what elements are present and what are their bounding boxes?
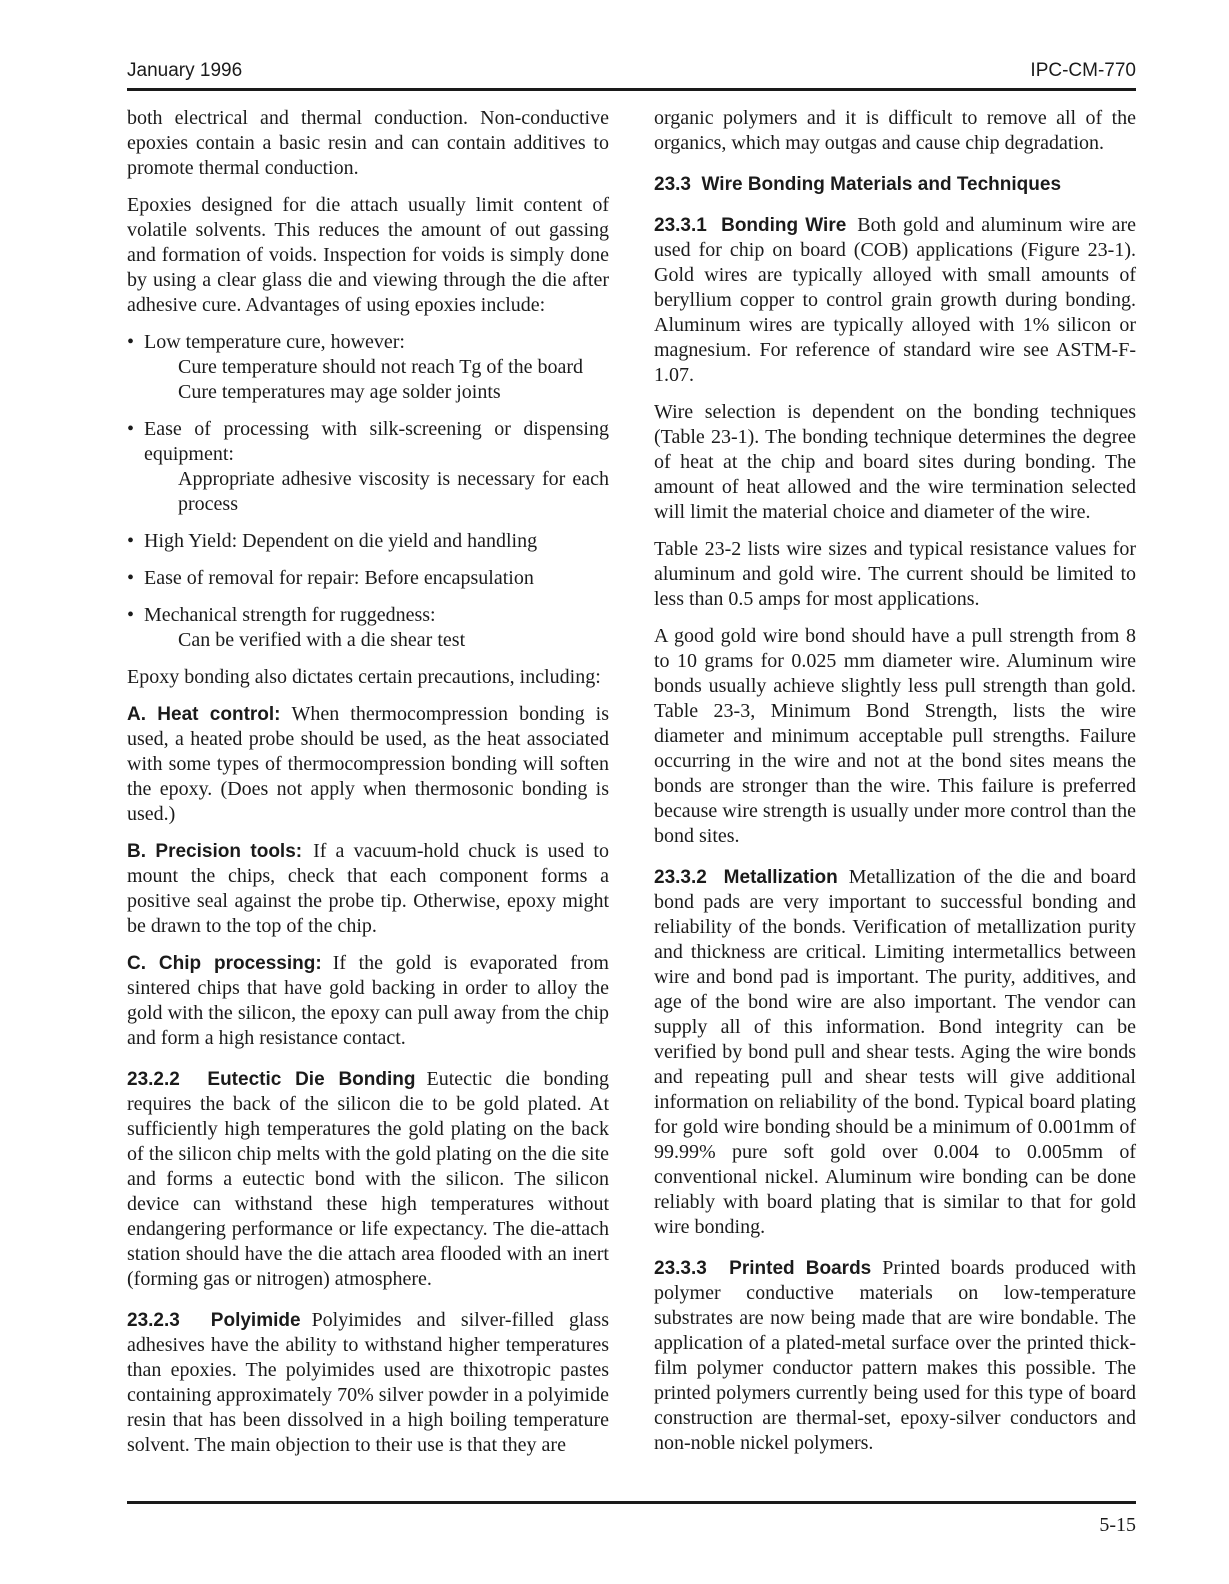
header-date: January 1996 bbox=[127, 60, 243, 81]
paragraph-wire-selection: Wire selection is dependent on the bonding techniques (Table 23-1). The bonding technique determines the degree of heat at the chip and board sites during bonding. The amount of heat allowed and the wire termination selected will limit the material choice and diameter of the wire. bbox=[654, 401, 1136, 523]
bullet-glyph: • bbox=[127, 530, 135, 552]
bullet-glyph: • bbox=[127, 331, 135, 353]
paragraph-epoxy-precautions: Epoxy bonding also dictates certain precautions, including: bbox=[127, 666, 601, 688]
paragraph-organic-polymers: organic polymers and it is difficult to remove all of the organics, which may outgas and cause chip degradation. bbox=[654, 107, 1136, 154]
bullet-body bbox=[144, 603, 609, 653]
section-23-3-1-bonding-wire bbox=[654, 213, 1136, 388]
page-footer bbox=[127, 1501, 1136, 1538]
bullet-text: High Yield: Dependent on die yield and handling bbox=[144, 530, 538, 552]
precaution-b-precision-tools-label: B. Precision tools: bbox=[127, 841, 303, 862]
section-23-3-2-metallization-body: Metallization of the die and board bond pads are very important to successful bonding and reliability of the bonds. Verification of metallization purity and thickness are critical. Limiting intermetallics between wire and bond pad is important. The purity, additives, and age of the bond wire are also important. The vendor can supply all of this information. Bond integrity can be verified by bond pull and shear tests. Aging the wire bonds and repeating pull and shear tests will give additional information on reliability of the bond. Typical board plating for gold wire bonding should be a minimum of 0.001mm of 99.99% pure soft gold over 0.004 to 0.005mm of conventional nickel. Aluminum wire bonding can be done reliably with board plating that is similar to that for gold wire bonding. bbox=[654, 866, 1136, 1238]
bullet-body bbox=[144, 417, 609, 517]
section-23-2-2-eutectic-die-bonding bbox=[127, 1067, 609, 1292]
header-doc-id: IPC-CM-770 bbox=[1030, 60, 1136, 81]
bullet-text: Low temperature cure, however: bbox=[144, 331, 405, 353]
bullet-body bbox=[144, 330, 609, 405]
paragraph-pull-strength: A good gold wire bond should have a pull strength from 8 to 10 grams for 0.025 mm diameter wire. Aluminum wire bonds usually achieve slightly less pull strength than gold. Table 23-3, Minimum Bond Strength, lists the wire diameter and minimum acceptable pull strengths. Failure occurring in the wire and not at the bond sites means the bonds are stronger than the wire. This failure is preferred because wire strength is usually under more control than the bond sites. bbox=[654, 625, 1136, 847]
bullet-item bbox=[127, 566, 609, 591]
precaution-c-chip-processing bbox=[127, 951, 609, 1051]
section-23-2-3-polyimide bbox=[127, 1308, 609, 1458]
bullet-glyph: • bbox=[127, 604, 135, 626]
bullet-body bbox=[144, 529, 609, 554]
section-23-2-2-eutectic-die-bonding-body: Eutectic die bonding requires the back of the silicon die to be gold plated. At sufficiently high temperatures the gold plating on the back of the silicon chip melts with the gold plating on the die site and forms a eutectic bond with the silicon. The silicon device can withstand these high temperatures without endangering performance or life expectancy. The die-attach station should have the die attach area flooded with an inert (forming gas or nitrogen) atmosphere. bbox=[127, 1068, 610, 1290]
section-23-2-2-eutectic-die-bonding-label: 23.2.2 Eutectic Die Bonding bbox=[127, 1069, 416, 1090]
section-23-3-1-bonding-wire-label: 23.3.1 Bonding Wire bbox=[654, 215, 847, 236]
bullet-item bbox=[127, 417, 609, 517]
bullet-subline: Can be verified with a die shear test bbox=[178, 629, 466, 651]
precaution-a-heat-control-label: A. Heat control: bbox=[127, 704, 281, 725]
paragraph-table-23-2: Table 23-2 lists wire sizes and typical resistance values for aluminum and gold wire. The current should be limited to less than 0.5 amps for most applications. bbox=[654, 538, 1136, 610]
bullet-item bbox=[127, 529, 609, 554]
section-23-3-2-metallization-label: 23.3.2 Metallization bbox=[654, 867, 838, 888]
section-23-3-1-bonding-wire-body: Both gold and aluminum wire are used for chip on board (COB) applications (Figure 23-1). Gold wires are typically alloyed with small amounts of beryllium copper to control grain growth during bonding. Aluminum wires are typically alloyed with 1% silicon or magnesium. For reference of standard wire see ASTM-F-1.07. bbox=[654, 214, 1136, 386]
bullet-body bbox=[144, 566, 609, 591]
bullet-item bbox=[127, 330, 609, 405]
paragraph-epoxy-solvents: Epoxies designed for die attach usually limit content of volatile solvents. This reduces the amount of out gassing and formation of voids. Inspection for voids is simply done by using a clear glass die and viewing through the die after adhesive cure. Advantages of using epoxies include: bbox=[127, 194, 609, 316]
bullet-subline: Cure temperatures may age solder joints bbox=[178, 381, 501, 403]
bullet-subline: Cure temperature should not reach Tg of the board bbox=[178, 356, 584, 378]
left-column bbox=[127, 106, 609, 1470]
bullet-text: Mechanical strength for ruggedness: bbox=[144, 604, 436, 626]
bullet-text: Ease of removal for repair: Before encapsulation bbox=[144, 567, 534, 589]
section-23-2-3-polyimide-label: 23.2.3 Polyimide bbox=[127, 1310, 301, 1331]
bullet-item bbox=[127, 603, 609, 653]
epoxy-advantages-list bbox=[127, 330, 609, 653]
precaution-b-precision-tools-body: If a vacuum-hold chuck is used to mount the chips, check that each component forms a positive seal against the probe tip. Otherwise, epoxy might be drawn to the top of the chip. bbox=[127, 840, 609, 937]
page-number: 5-15 bbox=[1099, 1514, 1136, 1536]
section-23-3-wire-bonding-heading: 23.3 Wire Bonding Materials and Techniques bbox=[654, 174, 1062, 195]
precaution-c-chip-processing-label: C. Chip processing: bbox=[127, 953, 322, 974]
precaution-a-heat-control bbox=[127, 702, 609, 827]
right-column bbox=[654, 106, 1136, 1470]
bullet-glyph: • bbox=[127, 418, 135, 440]
precaution-c-chip-processing-body: If the gold is evaporated from sintered chips that have gold backing in order to alloy the gold with the silicon, the epoxy can pull away from the chip and form a high resistance contact. bbox=[127, 952, 609, 1049]
precaution-a-heat-control-body: When thermocompression bonding is used, a heated probe should be used, as the heat associated with some types of thermocompression bonding will soften the epoxy. (Does not apply when thermosonic bonding is used.) bbox=[127, 703, 609, 825]
section-23-3-2-metallization bbox=[654, 865, 1136, 1240]
page-header bbox=[127, 60, 1136, 82]
section-23-2-3-polyimide-body: Polyimides and silver-filled glass adhesives have the ability to withstand higher temperatures than epoxies. The polyimides used are thixotropic pastes containing approximately 70% silver powder in a polyimide resin that has been dissolved in a high boiling temperature solvent. The main objection to their use is that they are bbox=[127, 1309, 609, 1456]
section-23-3-3-printed-boards-body: Printed boards produced with polymer conductive materials on low-temperature substrates are now being made that are wire bondable. The application of a plated-metal surface over the printed thick-film polymer conductor pattern makes this possible. The printed polymers currently being used for this type of board construction are thermal-set, epoxy-silver conductors and non-noble nickel polymers. bbox=[654, 1257, 1136, 1454]
two-column-content bbox=[127, 106, 1136, 1470]
section-23-3-3-printed-boards-label: 23.3.3 Printed Boards bbox=[654, 1258, 872, 1279]
precaution-b-precision-tools bbox=[127, 839, 609, 939]
header-rule bbox=[127, 88, 1136, 91]
bullet-glyph: • bbox=[127, 567, 135, 589]
paragraph-epoxy-conduction: both electrical and thermal conduction. Non-conductive epoxies contain a basic resin and can contain additives to promote thermal conduction. bbox=[127, 107, 609, 179]
section-23-3-3-printed-boards bbox=[654, 1256, 1136, 1456]
bullet-subline: Appropriate adhesive viscosity is necessary for each process bbox=[178, 468, 609, 515]
bullet-text: Ease of processing with silk-screening or dispensing equipment: bbox=[144, 418, 609, 465]
